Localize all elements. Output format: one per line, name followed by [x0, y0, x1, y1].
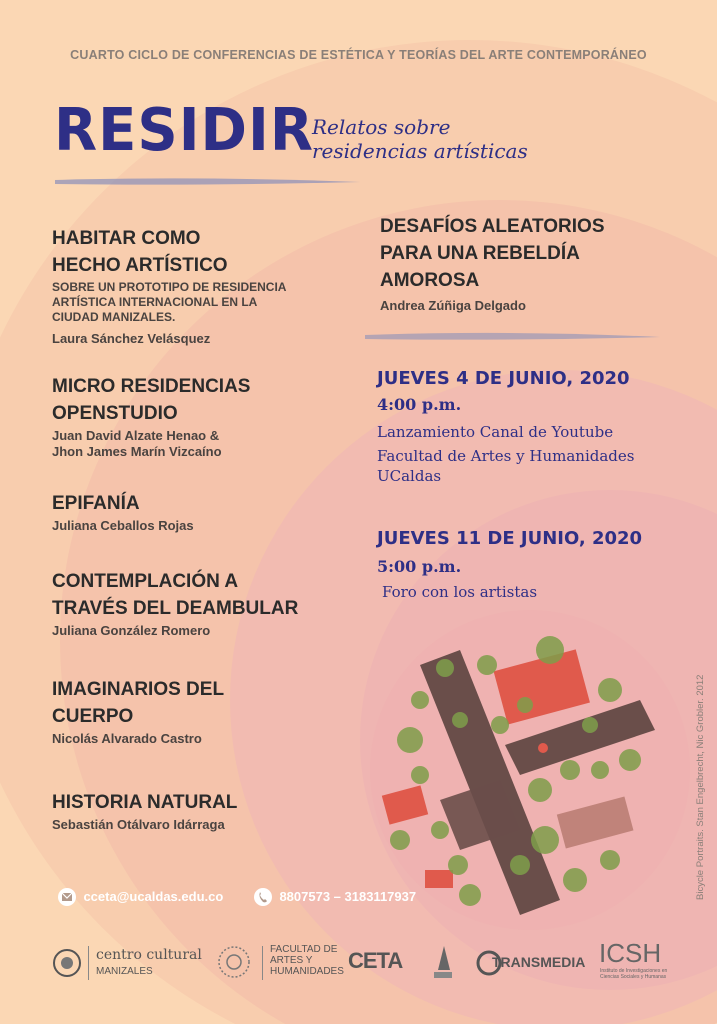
- brand-subtitle: [312, 115, 528, 163]
- phone-icon: [254, 888, 272, 906]
- talk-title: TRAVÉS DEL DEAMBULAR: [52, 598, 299, 619]
- event-description: Lanzamiento Canal de Youtube: [377, 423, 614, 441]
- event-1: [377, 368, 697, 485]
- email-text[interactable]: cceta@ucaldas.edu.co: [83, 889, 224, 905]
- talk-subtitle: SOBRE UN PROTOTIPO DE RESIDENCIA: [52, 280, 287, 294]
- seal-logo: [52, 948, 82, 978]
- talk-title: HABITAR COMO: [52, 228, 201, 249]
- talk-author: Juliana Ceballos Rojas: [52, 518, 194, 533]
- talk-title: PARA UNA REBELDÍA: [380, 243, 580, 264]
- talk-title: AMOROSA: [380, 270, 480, 291]
- talk-micro: [52, 373, 352, 460]
- talk-title: CUERPO: [52, 706, 134, 727]
- event-description: Foro con los artistas: [382, 583, 538, 601]
- event-time: 4:00 p.m.: [377, 395, 462, 414]
- subtitle-line-2: residencias artísticas: [312, 139, 528, 163]
- talk-author: Juan David Alzate Henao &: [52, 428, 220, 443]
- talk-author: Jhon James Marín Vizcaíno: [52, 444, 222, 459]
- faculty-line: HUMANIDADES: [270, 966, 344, 977]
- mail-icon: [58, 888, 76, 906]
- pen-logo: [430, 944, 456, 982]
- talk-habitar: [52, 225, 352, 347]
- talk-historia: [52, 789, 352, 833]
- phone-text[interactable]: 8807573 – 3183117937: [279, 889, 417, 905]
- event-time: 5:00 p.m.: [377, 557, 462, 576]
- contact-phone[interactable]: [254, 888, 416, 906]
- logo-icsh: ICSH: [599, 938, 662, 968]
- photo-credit: Bicycle Portraits. Stan Engelbrecht, Nic Grobler. 2012: [695, 674, 706, 900]
- talk-author: Juliana González Romero: [52, 623, 211, 638]
- logo-cc-line1: centro cultural: [96, 947, 202, 963]
- talk-subtitle: ARTÍSTICA INTERNACIONAL EN LA: [52, 295, 258, 309]
- talk-title: HECHO ARTÍSTICO: [52, 255, 228, 276]
- logo-faculty: [270, 944, 344, 977]
- talk-author: Nicolás Alvarado Castro: [52, 731, 202, 746]
- event-description: Facultad de Artes y Humanidades: [377, 447, 635, 465]
- icsh-sub-line: Ciencias Sociales y Humanas: [600, 974, 667, 980]
- event-date: JUEVES 4 DE JUNIO, 2020: [377, 368, 630, 389]
- contact-email[interactable]: [58, 888, 223, 906]
- logo-icsh-sub: [600, 968, 667, 980]
- university-logo: [216, 944, 252, 980]
- logo-ceta: CETA: [348, 948, 403, 973]
- logo-transmedia: TRANSMEDIA: [492, 954, 586, 970]
- talk-author: Laura Sánchez Velásquez: [52, 331, 211, 346]
- faculty-line: ARTES Y: [270, 955, 313, 966]
- map-illustration: [370, 610, 690, 930]
- logo-cc-line2: MANIZALES: [96, 966, 153, 977]
- icsh-sub-line: Instituto de Investigaciones en: [600, 968, 668, 974]
- talk-subtitle: CIUDAD MANIZALES.: [52, 310, 176, 324]
- talk-title: MICRO RESIDENCIAS: [52, 376, 251, 397]
- talk-imaginarios: [52, 676, 352, 747]
- talk-title: EPIFANÍA: [52, 493, 140, 514]
- talk-title: CONTEMPLACIÓN A: [52, 571, 239, 592]
- event-date: JUEVES 11 DE JUNIO, 2020: [377, 528, 643, 549]
- talk-contemplacion: [52, 568, 372, 639]
- event-2: [377, 528, 697, 601]
- brand-title: RESIDIR: [54, 96, 314, 165]
- faculty-line: FACULTAD DE: [270, 944, 338, 955]
- event-description: UCaldas: [377, 467, 442, 485]
- logos-row: [52, 938, 692, 984]
- subtitle-line-1: Relatos sobre: [312, 115, 451, 139]
- talk-desafios: [380, 213, 690, 314]
- talk-author: Sebastián Otálvaro Idárraga: [52, 817, 225, 832]
- talk-author: Andrea Zúñiga Delgado: [380, 298, 526, 313]
- talk-epifania: [52, 490, 352, 534]
- cycle-heading: CUARTO CICLO DE CONFERENCIAS DE ESTÉTICA Y TEORÍAS DEL ARTE CONTEMPORÁNEO: [70, 48, 647, 62]
- talk-title: OPENSTUDIO: [52, 403, 178, 424]
- talk-title: IMAGINARIOS DEL: [52, 679, 225, 700]
- talk-title: DESAFÍOS ALEATORIOS: [380, 216, 605, 237]
- talk-title: HISTORIA NATURAL: [52, 792, 238, 813]
